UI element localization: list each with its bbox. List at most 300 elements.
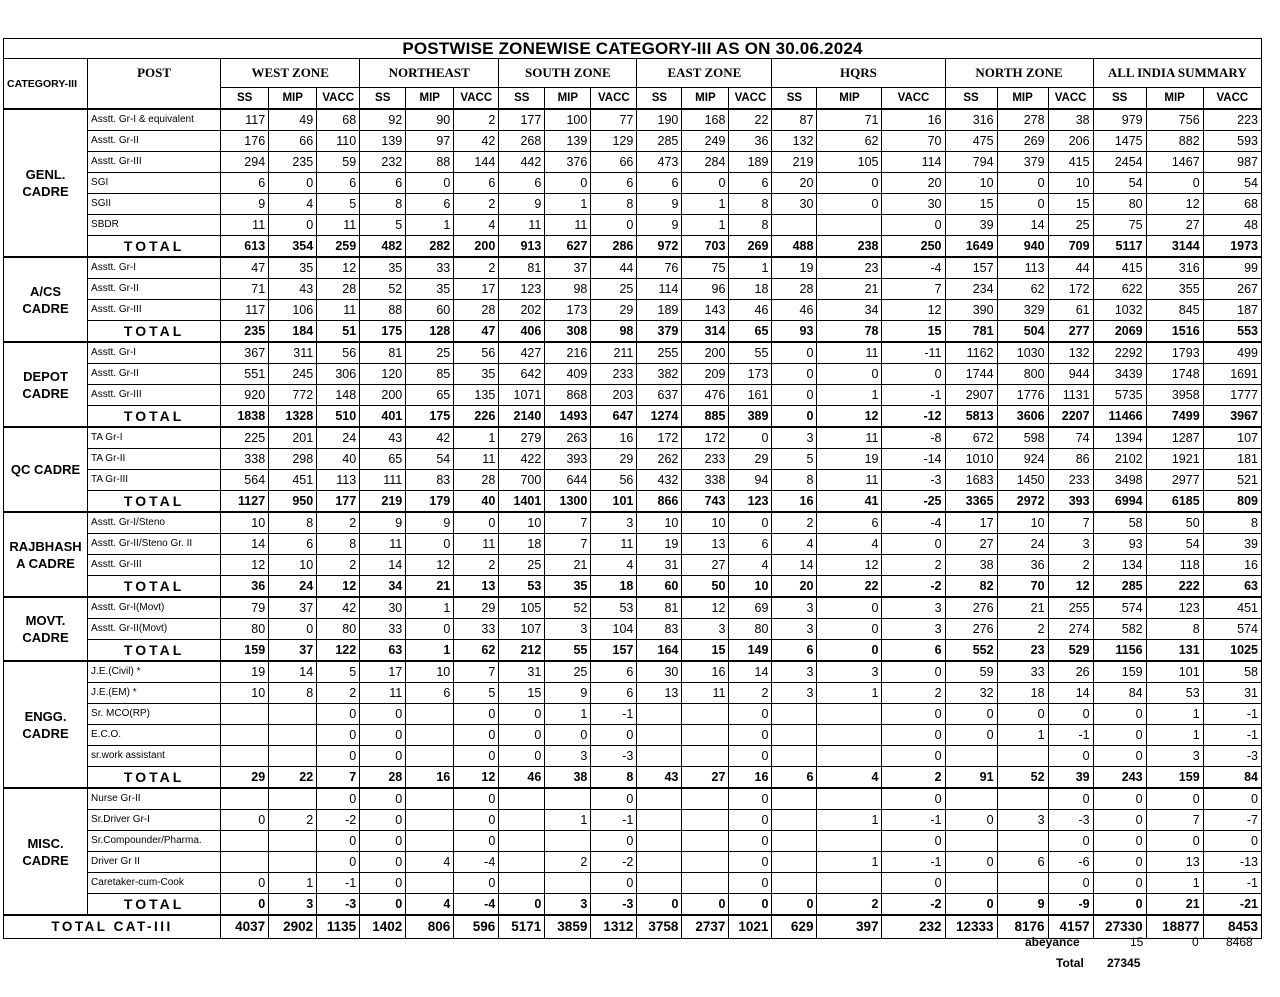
total-value-cell: 393 [1048, 491, 1093, 513]
value-cell: 0 [729, 725, 772, 746]
total-value-cell: 15 [882, 321, 945, 343]
value-cell: 1 [817, 385, 882, 406]
value-cell: 48 [1203, 215, 1261, 236]
table-row [4, 555, 1262, 576]
value-cell: 0 [545, 725, 591, 746]
value-cell: 85 [406, 364, 454, 385]
total-value-cell: 4 [817, 767, 882, 789]
total-value-cell: 238 [817, 236, 882, 258]
value-cell: 1 [817, 683, 882, 704]
value-cell: 75 [682, 257, 729, 279]
value-cell: 61 [1048, 300, 1093, 321]
value-cell: 106 [269, 300, 317, 321]
value-cell [269, 831, 317, 852]
value-cell: 6 [591, 173, 637, 194]
value-cell: 0 [406, 173, 454, 194]
subcol-header-mip: MIP [682, 88, 729, 110]
category-cell: RAJBHASH A CADRE [4, 512, 88, 597]
value-cell: 22 [729, 109, 772, 131]
value-cell [269, 704, 317, 725]
total-value-cell: 78 [817, 321, 882, 343]
total-value-cell: 259 [317, 236, 360, 258]
total-value-cell: 164 [637, 640, 682, 662]
value-cell: 8 [729, 215, 772, 236]
grand-total-value: 629 [772, 915, 817, 939]
total-value-cell: 1838 [221, 406, 269, 428]
value-cell [221, 852, 269, 873]
value-cell [406, 788, 454, 810]
value-cell: 0 [454, 746, 499, 767]
abeyance-summary [1000, 935, 1260, 977]
value-cell: 0 [882, 704, 945, 725]
value-cell: 11 [317, 300, 360, 321]
value-cell: 52 [545, 597, 591, 619]
total-value-cell: 1127 [221, 491, 269, 513]
value-cell [772, 873, 817, 894]
total-value-cell: -2 [882, 576, 945, 598]
value-cell: 15 [499, 683, 545, 704]
value-cell: 9 [221, 194, 269, 215]
value-cell: 0 [360, 810, 406, 831]
value-cell: 0 [1093, 725, 1146, 746]
value-cell: 233 [1048, 470, 1093, 491]
value-cell: 255 [637, 342, 682, 364]
value-cell [269, 746, 317, 767]
value-cell: 0 [1093, 810, 1146, 831]
value-cell: 30 [882, 194, 945, 215]
value-cell: 772 [269, 385, 317, 406]
value-cell: 31 [499, 661, 545, 683]
value-cell: 68 [1203, 194, 1261, 215]
value-cell: 845 [1146, 300, 1203, 321]
value-cell: 139 [545, 131, 591, 152]
total-value-cell: 39 [1048, 767, 1093, 789]
value-cell: -2 [317, 810, 360, 831]
value-cell: 1162 [945, 342, 997, 364]
total-value-cell: 3365 [945, 491, 997, 513]
value-cell: 882 [1146, 131, 1203, 152]
value-cell: 794 [945, 152, 997, 173]
value-cell: 232 [360, 152, 406, 173]
value-cell: 8 [729, 194, 772, 215]
total-value-cell: 3144 [1146, 236, 1203, 258]
value-cell: 2454 [1093, 152, 1146, 173]
value-cell: 2 [729, 683, 772, 704]
total-value-cell: 488 [772, 236, 817, 258]
total-value-cell: 16 [772, 491, 817, 513]
value-cell: 1683 [945, 470, 997, 491]
value-cell: 593 [1203, 131, 1261, 152]
value-cell: 42 [454, 131, 499, 152]
total-label-cell: TOTAL [88, 236, 221, 258]
total-value-cell: -3 [591, 894, 637, 916]
total-value-cell: 184 [269, 321, 317, 343]
total-value-cell: 13 [454, 576, 499, 598]
value-cell: 17 [360, 661, 406, 683]
value-cell: 30 [637, 661, 682, 683]
value-cell: 1450 [997, 470, 1048, 491]
value-cell: 110 [317, 131, 360, 152]
post-cell: J.E.(Civil) * [88, 661, 221, 683]
value-cell: 66 [591, 152, 637, 173]
value-cell: 1 [454, 427, 499, 449]
value-cell: 379 [997, 152, 1048, 173]
value-cell [772, 725, 817, 746]
value-cell: 32 [945, 683, 997, 704]
value-cell: 56 [454, 342, 499, 364]
value-cell: 2907 [945, 385, 997, 406]
value-cell: 92 [360, 109, 406, 131]
value-cell: 14 [221, 534, 269, 555]
value-cell: 1691 [1203, 364, 1261, 385]
value-cell: 9 [637, 215, 682, 236]
value-cell: 168 [682, 109, 729, 131]
value-cell: 100 [545, 109, 591, 131]
value-cell: 0 [1093, 704, 1146, 725]
value-cell: 0 [454, 725, 499, 746]
grand-total-value: 806 [406, 915, 454, 939]
value-cell [637, 852, 682, 873]
value-cell: -2 [591, 852, 637, 873]
grand-total-value: 8176 [997, 915, 1048, 939]
total-value-cell: 1649 [945, 236, 997, 258]
value-cell: 0 [882, 873, 945, 894]
total-value-cell: 647 [591, 406, 637, 428]
value-cell: 393 [545, 449, 591, 470]
value-cell: 39 [1203, 534, 1261, 555]
post-cell: Asstt. Gr-I/Steno [88, 512, 221, 534]
value-cell [945, 788, 997, 810]
value-cell: 451 [269, 470, 317, 491]
value-cell: -1 [1203, 725, 1261, 746]
value-cell: 0 [454, 704, 499, 725]
value-cell: 27 [1146, 215, 1203, 236]
table-row [4, 470, 1262, 491]
table-row [4, 257, 1262, 279]
post-cell: J.E.(EM) * [88, 683, 221, 704]
total-value-cell: 0 [772, 406, 817, 428]
post-cell: Asstt. Gr-II [88, 131, 221, 152]
value-cell: 29 [454, 597, 499, 619]
total-value-cell: 200 [454, 236, 499, 258]
value-cell: 622 [1093, 279, 1146, 300]
value-cell [945, 873, 997, 894]
value-cell [637, 873, 682, 894]
total-value-cell: 3967 [1203, 406, 1261, 428]
value-cell: 172 [682, 427, 729, 449]
total-value-cell: 36 [221, 576, 269, 598]
table-row [4, 364, 1262, 385]
total-value-cell: 3 [269, 894, 317, 916]
total-value-cell: 222 [1146, 576, 1203, 598]
value-cell [269, 788, 317, 810]
total-value-cell: 1300 [545, 491, 591, 513]
value-cell: 306 [317, 364, 360, 385]
value-cell: 0 [591, 725, 637, 746]
value-cell [945, 831, 997, 852]
value-cell: 132 [772, 131, 817, 152]
value-cell: 284 [682, 152, 729, 173]
total-value-cell: 3 [545, 894, 591, 916]
group-total-row [4, 321, 1262, 343]
value-cell: 8 [360, 194, 406, 215]
value-cell [682, 852, 729, 873]
post-cell: Sr. MCO(RP) [88, 704, 221, 725]
value-cell: 139 [360, 131, 406, 152]
subcol-header-vacc: VACC [1048, 88, 1093, 110]
value-cell: 223 [1203, 109, 1261, 131]
value-cell: 432 [637, 470, 682, 491]
value-cell: 75 [1093, 215, 1146, 236]
grand-total-value: 5171 [499, 915, 545, 939]
value-cell: 245 [269, 364, 317, 385]
value-cell: 62 [817, 131, 882, 152]
value-cell: 0 [882, 746, 945, 767]
value-cell: 0 [360, 831, 406, 852]
value-cell: 11 [221, 215, 269, 236]
value-cell: 14 [1048, 683, 1093, 704]
value-cell: 1032 [1093, 300, 1146, 321]
value-cell: 5 [317, 194, 360, 215]
value-cell: 14 [729, 661, 772, 683]
value-cell: 21 [817, 279, 882, 300]
value-cell: 944 [1048, 364, 1093, 385]
group-total-row [4, 894, 1262, 916]
value-cell: 84 [1093, 683, 1146, 704]
value-cell: 8 [269, 683, 317, 704]
grand-total-value: 1402 [360, 915, 406, 939]
value-cell: 83 [406, 470, 454, 491]
value-cell [637, 725, 682, 746]
total-value-cell: 21 [1146, 894, 1203, 916]
value-cell: 77 [591, 109, 637, 131]
value-cell: 6 [406, 683, 454, 704]
grand-total-value: 2737 [682, 915, 729, 939]
total-value-cell: 15 [682, 640, 729, 662]
value-cell: 3 [682, 619, 729, 640]
total-value-cell: 41 [817, 491, 882, 513]
total-value-cell: 22 [269, 767, 317, 789]
total-value-cell: 9 [997, 894, 1048, 916]
value-cell: 2 [317, 555, 360, 576]
total-value-cell: 63 [1203, 576, 1261, 598]
value-cell: 80 [729, 619, 772, 640]
value-cell: 756 [1146, 109, 1203, 131]
total-value-cell: 12 [1048, 576, 1093, 598]
value-cell: 0 [360, 704, 406, 725]
value-cell: 0 [1048, 746, 1093, 767]
value-cell: 316 [1146, 257, 1203, 279]
value-cell: 3 [1146, 746, 1203, 767]
value-cell: 90 [406, 109, 454, 131]
value-cell: 35 [360, 257, 406, 279]
value-cell: 0 [1146, 173, 1203, 194]
grand-total-value: 8453 [1203, 915, 1261, 939]
subcol-header-ss: SS [945, 88, 997, 110]
total-value-cell: 60 [637, 576, 682, 598]
total-value-cell: 1973 [1203, 236, 1261, 258]
value-cell [637, 810, 682, 831]
value-cell [221, 704, 269, 725]
value-cell: 9 [545, 683, 591, 704]
value-cell: 2292 [1093, 342, 1146, 364]
value-cell: 11 [817, 342, 882, 364]
value-cell: 0 [882, 661, 945, 683]
value-cell: 0 [317, 852, 360, 873]
total-value-cell: 950 [269, 491, 317, 513]
value-cell: 442 [499, 152, 545, 173]
value-cell: 2 [772, 512, 817, 534]
value-cell: 0 [1048, 788, 1093, 810]
grand-total-value: 18877 [1146, 915, 1203, 939]
value-cell: 1 [682, 194, 729, 215]
total-value-cell: 2069 [1093, 321, 1146, 343]
post-cell: TA Gr-III [88, 470, 221, 491]
value-cell: 1744 [945, 364, 997, 385]
total-value-cell: 70 [997, 576, 1048, 598]
value-cell: 279 [499, 427, 545, 449]
table-row [4, 619, 1262, 640]
value-cell: 47 [221, 257, 269, 279]
value-cell: 19 [817, 449, 882, 470]
value-cell: 7 [1146, 810, 1203, 831]
value-cell: 98 [545, 279, 591, 300]
abeyance-ss: 15 [1130, 935, 1144, 949]
value-cell: 36 [729, 131, 772, 152]
grand-total-value: 4037 [221, 915, 269, 939]
value-cell: 71 [817, 109, 882, 131]
value-cell: 6 [360, 173, 406, 194]
value-cell: 367 [221, 342, 269, 364]
total-value-cell: 809 [1203, 491, 1261, 513]
subcol-header-mip: MIP [269, 88, 317, 110]
total-value-cell: 0 [360, 894, 406, 916]
subcol-header-mip: MIP [1146, 88, 1203, 110]
value-cell: 1 [997, 725, 1048, 746]
value-cell: 161 [729, 385, 772, 406]
total-value-cell: 29 [221, 767, 269, 789]
value-cell: 10 [499, 512, 545, 534]
total-value-cell: 8 [591, 767, 637, 789]
value-cell: 0 [454, 873, 499, 894]
value-cell: 10 [637, 512, 682, 534]
value-cell: 13 [637, 683, 682, 704]
value-cell: 23 [817, 257, 882, 279]
value-cell: 0 [1048, 831, 1093, 852]
total-value-cell: 510 [317, 406, 360, 428]
value-cell: 0 [817, 364, 882, 385]
value-cell: 114 [637, 279, 682, 300]
value-cell: 29 [591, 449, 637, 470]
total-value-cell: 286 [591, 236, 637, 258]
value-cell: 1 [545, 810, 591, 831]
value-cell: 3 [817, 661, 882, 683]
total-value-cell: 52 [997, 767, 1048, 789]
value-cell: -7 [1203, 810, 1261, 831]
value-cell [772, 215, 817, 236]
value-cell: 6 [997, 852, 1048, 873]
value-cell: 3 [772, 619, 817, 640]
value-cell [772, 831, 817, 852]
value-cell: 18 [499, 534, 545, 555]
value-cell: 86 [1048, 449, 1093, 470]
total-value-cell: 0 [682, 894, 729, 916]
total-value-cell: 627 [545, 236, 591, 258]
value-cell: 187 [1203, 300, 1261, 321]
value-cell: 13 [1146, 852, 1203, 873]
table-row [4, 173, 1262, 194]
category-cell: QC CADRE [4, 427, 88, 512]
value-cell: 0 [997, 704, 1048, 725]
abeyance-mip: 0 [1192, 935, 1199, 949]
value-cell [499, 810, 545, 831]
total-value-cell: -12 [882, 406, 945, 428]
value-cell: 0 [729, 831, 772, 852]
value-cell: 564 [221, 470, 269, 491]
value-cell: -1 [882, 852, 945, 873]
value-cell: 54 [1146, 534, 1203, 555]
total-value-cell: 12 [454, 767, 499, 789]
value-cell: 132 [1048, 342, 1093, 364]
value-cell: 12 [317, 257, 360, 279]
value-cell: 3 [772, 427, 817, 449]
post-cell: Nurse Gr-II [88, 788, 221, 810]
group-total-row [4, 640, 1262, 662]
total-value-cell: 2 [817, 894, 882, 916]
total-value-cell: 0 [221, 894, 269, 916]
total-value-cell: 6 [882, 640, 945, 662]
value-cell: 3 [545, 619, 591, 640]
value-cell: 0 [591, 788, 637, 810]
value-cell: 97 [406, 131, 454, 152]
total-value-cell: 101 [591, 491, 637, 513]
value-cell: 28 [772, 279, 817, 300]
value-cell: -11 [882, 342, 945, 364]
value-cell: 104 [591, 619, 637, 640]
value-cell: 1 [729, 257, 772, 279]
value-cell: 390 [945, 300, 997, 321]
table-row [4, 704, 1262, 725]
value-cell: 0 [1048, 704, 1093, 725]
value-cell: 129 [591, 131, 637, 152]
value-cell [637, 788, 682, 810]
value-cell: 99 [1203, 257, 1261, 279]
value-cell: 0 [591, 873, 637, 894]
group-total-row [4, 406, 1262, 428]
value-cell: 1 [406, 597, 454, 619]
post-cell: Asstt. Gr-I(Movt) [88, 597, 221, 619]
table-row [4, 109, 1262, 131]
value-cell: 476 [682, 385, 729, 406]
value-cell [772, 788, 817, 810]
subcol-header-vacc: VACC [317, 88, 360, 110]
value-cell: 143 [682, 300, 729, 321]
value-cell: 1 [269, 873, 317, 894]
value-cell: 96 [682, 279, 729, 300]
value-cell: 20 [772, 173, 817, 194]
value-cell: 1010 [945, 449, 997, 470]
value-cell: 36 [997, 555, 1048, 576]
subcol-header-vacc: VACC [729, 88, 772, 110]
total-value-cell: 159 [221, 640, 269, 662]
total-value-cell: -9 [1048, 894, 1093, 916]
value-cell: 81 [499, 257, 545, 279]
value-cell: 19 [772, 257, 817, 279]
value-cell [221, 746, 269, 767]
value-cell: 7 [454, 661, 499, 683]
post-cell: TA Gr-I [88, 427, 221, 449]
value-cell: 15 [945, 194, 997, 215]
